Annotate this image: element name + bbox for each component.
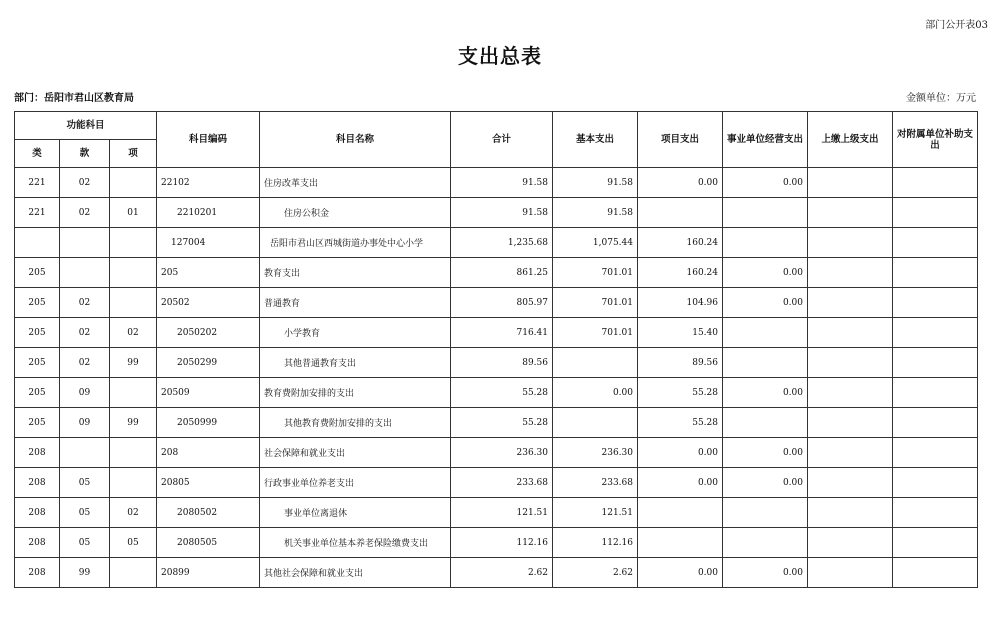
cell-total: 1,235.68: [451, 228, 553, 258]
header-total: 合计: [451, 112, 553, 168]
cell-name: 社会保障和就业支出: [260, 438, 451, 468]
cell-subsidy: [893, 558, 978, 588]
cell-subsidy: [893, 198, 978, 228]
cell-name: 岳阳市君山区西城街道办事处中心小学: [260, 228, 451, 258]
cell-upper: [808, 348, 893, 378]
cell-business: [723, 408, 808, 438]
cell-xiang: [110, 468, 157, 498]
cell-upper: [808, 378, 893, 408]
cell-upper: [808, 558, 893, 588]
cell-business: 0.00: [723, 558, 808, 588]
cell-basic: 236.30: [553, 438, 638, 468]
cell-xiang: 99: [110, 348, 157, 378]
cell-xiang: [110, 168, 157, 198]
table-row: [15, 168, 978, 198]
header-business: 事业单位经营支出: [723, 112, 808, 168]
cell-business: 0.00: [723, 258, 808, 288]
cell-code: 205: [157, 258, 260, 288]
cell-total: 55.28: [451, 408, 553, 438]
table-row: [15, 468, 978, 498]
cell-kuan: 05: [60, 498, 110, 528]
cell-kuan: [60, 228, 110, 258]
cell-basic: [553, 408, 638, 438]
cell-name: 事业单位离退休: [260, 498, 451, 528]
cell-business: [723, 498, 808, 528]
cell-lei: 208: [15, 528, 60, 558]
cell-upper: [808, 288, 893, 318]
cell-lei: 205: [15, 408, 60, 438]
cell-code: 22102: [157, 168, 260, 198]
table-header: [15, 112, 978, 168]
cell-subsidy: [893, 468, 978, 498]
table-row: [15, 348, 978, 378]
cell-upper: [808, 468, 893, 498]
table-row: [15, 318, 978, 348]
cell-subsidy: [893, 258, 978, 288]
department-label: 部门：岳阳市君山区教育局: [14, 93, 134, 104]
cell-subsidy: [893, 348, 978, 378]
cell-name: 教育支出: [260, 258, 451, 288]
cell-total: 233.68: [451, 468, 553, 498]
cell-project: 15.40: [638, 318, 723, 348]
cell-lei: 205: [15, 258, 60, 288]
cell-total: 716.41: [451, 318, 553, 348]
cell-project: 104.96: [638, 288, 723, 318]
cell-lei: 208: [15, 438, 60, 468]
cell-name: 小学教育: [260, 318, 451, 348]
cell-code: 20502: [157, 288, 260, 318]
header-basic: 基本支出: [553, 112, 638, 168]
cell-xiang: [110, 558, 157, 588]
cell-upper: [808, 438, 893, 468]
table-row: [15, 288, 978, 318]
cell-subsidy: [893, 438, 978, 468]
cell-total: 121.51: [451, 498, 553, 528]
cell-name: 住房公积金: [260, 198, 451, 228]
header-lei: 类: [15, 140, 60, 168]
cell-project: [638, 528, 723, 558]
cell-project: 0.00: [638, 558, 723, 588]
cell-kuan: 02: [60, 348, 110, 378]
cell-xiang: 05: [110, 528, 157, 558]
cell-total: 91.58: [451, 168, 553, 198]
page-title: 支出总表: [458, 44, 542, 68]
cell-name: 其他教育费附加安排的支出: [260, 408, 451, 438]
cell-basic: 112.16: [553, 528, 638, 558]
cell-xiang: 01: [110, 198, 157, 228]
cell-basic: 701.01: [553, 288, 638, 318]
cell-name: 其他普通教育支出: [260, 348, 451, 378]
cell-business: [723, 228, 808, 258]
cell-name: 机关事业单位基本养老保险缴费支出: [260, 528, 451, 558]
cell-kuan: 09: [60, 408, 110, 438]
cell-kuan: [60, 258, 110, 288]
cell-project: 0.00: [638, 468, 723, 498]
cell-total: 112.16: [451, 528, 553, 558]
cell-business: [723, 198, 808, 228]
cell-name: 教育费附加安排的支出: [260, 378, 451, 408]
cell-project: [638, 198, 723, 228]
table-row: [15, 378, 978, 408]
cell-name: 其他社会保障和就业支出: [260, 558, 451, 588]
cell-kuan: 05: [60, 468, 110, 498]
cell-code: 2080505: [157, 528, 260, 558]
table-row: [15, 198, 978, 228]
cell-upper: [808, 408, 893, 438]
cell-basic: 701.01: [553, 258, 638, 288]
table-row: [15, 498, 978, 528]
cell-kuan: 09: [60, 378, 110, 408]
header-function-subject: 功能科目: [15, 112, 157, 140]
cell-subsidy: [893, 528, 978, 558]
expenditure-table: [14, 111, 978, 588]
header-xiang: 项: [110, 140, 157, 168]
cell-code: 208: [157, 438, 260, 468]
cell-total: 236.30: [451, 438, 553, 468]
cell-upper: [808, 318, 893, 348]
cell-xiang: [110, 438, 157, 468]
cell-code: 2050999: [157, 408, 260, 438]
cell-business: 0.00: [723, 168, 808, 198]
cell-business: [723, 348, 808, 378]
cell-basic: 121.51: [553, 498, 638, 528]
cell-xiang: [110, 258, 157, 288]
cell-lei: 221: [15, 168, 60, 198]
table-body: [15, 168, 978, 588]
cell-kuan: 05: [60, 528, 110, 558]
cell-subsidy: [893, 378, 978, 408]
cell-business: 0.00: [723, 438, 808, 468]
cell-basic: 91.58: [553, 168, 638, 198]
cell-project: 89.56: [638, 348, 723, 378]
cell-xiang: [110, 378, 157, 408]
cell-code: 2050202: [157, 318, 260, 348]
header-name: 科目名称: [260, 112, 451, 168]
cell-xiang: [110, 228, 157, 258]
cell-project: [638, 498, 723, 528]
cell-project: 0.00: [638, 438, 723, 468]
cell-lei: 205: [15, 348, 60, 378]
cell-lei: 208: [15, 498, 60, 528]
cell-name: 行政事业单位养老支出: [260, 468, 451, 498]
cell-business: [723, 528, 808, 558]
cell-lei: 221: [15, 198, 60, 228]
cell-kuan: [60, 438, 110, 468]
cell-code: 20805: [157, 468, 260, 498]
cell-lei: 208: [15, 558, 60, 588]
cell-project: 0.00: [638, 168, 723, 198]
cell-kuan: 02: [60, 198, 110, 228]
table-row: [15, 258, 978, 288]
cell-code: 20509: [157, 378, 260, 408]
cell-upper: [808, 498, 893, 528]
cell-business: 0.00: [723, 468, 808, 498]
cell-kuan: 02: [60, 168, 110, 198]
table-row: [15, 528, 978, 558]
cell-upper: [808, 228, 893, 258]
cell-basic: 233.68: [553, 468, 638, 498]
cell-upper: [808, 168, 893, 198]
cell-project: 160.24: [638, 258, 723, 288]
cell-name: 普通教育: [260, 288, 451, 318]
cell-project: 55.28: [638, 408, 723, 438]
cell-xiang: 02: [110, 498, 157, 528]
form-number: 部门公开表03: [925, 20, 988, 31]
cell-subsidy: [893, 318, 978, 348]
cell-subsidy: [893, 408, 978, 438]
cell-subsidy: [893, 228, 978, 258]
cell-business: 0.00: [723, 378, 808, 408]
cell-subsidy: [893, 498, 978, 528]
cell-lei: 205: [15, 288, 60, 318]
cell-subsidy: [893, 168, 978, 198]
cell-total: 2.62: [451, 558, 553, 588]
cell-lei: 205: [15, 318, 60, 348]
amount-unit-label: 金额单位：万元: [906, 93, 976, 104]
cell-basic: 701.01: [553, 318, 638, 348]
cell-total: 55.28: [451, 378, 553, 408]
cell-kuan: 02: [60, 288, 110, 318]
table-row: [15, 438, 978, 468]
cell-business: 0.00: [723, 288, 808, 318]
cell-xiang: 02: [110, 318, 157, 348]
cell-project: 160.24: [638, 228, 723, 258]
table-row: [15, 558, 978, 588]
cell-code: 2050299: [157, 348, 260, 378]
cell-upper: [808, 258, 893, 288]
cell-total: 91.58: [451, 198, 553, 228]
cell-name: 住房改革支出: [260, 168, 451, 198]
cell-lei: 205: [15, 378, 60, 408]
cell-kuan: 99: [60, 558, 110, 588]
cell-basic: [553, 348, 638, 378]
cell-code: 2080502: [157, 498, 260, 528]
cell-lei: 208: [15, 468, 60, 498]
cell-upper: [808, 528, 893, 558]
cell-total: 805.97: [451, 288, 553, 318]
cell-project: 55.28: [638, 378, 723, 408]
cell-xiang: 99: [110, 408, 157, 438]
cell-subsidy: [893, 288, 978, 318]
cell-basic: 2.62: [553, 558, 638, 588]
cell-business: [723, 318, 808, 348]
cell-xiang: [110, 288, 157, 318]
cell-basic: 0.00: [553, 378, 638, 408]
header-kuan: 款: [60, 140, 110, 168]
cell-code: 127004: [157, 228, 260, 258]
cell-lei: [15, 228, 60, 258]
cell-code: 2210201: [157, 198, 260, 228]
header-subsidy: 对附属单位补助支出: [893, 112, 978, 168]
header-code: 科目编码: [157, 112, 260, 168]
header-upper: 上缴上级支出: [808, 112, 893, 168]
table-row: [15, 228, 978, 258]
cell-upper: [808, 198, 893, 228]
header-project: 项目支出: [638, 112, 723, 168]
cell-basic: 91.58: [553, 198, 638, 228]
cell-code: 20899: [157, 558, 260, 588]
cell-kuan: 02: [60, 318, 110, 348]
cell-basic: 1,075.44: [553, 228, 638, 258]
cell-total: 89.56: [451, 348, 553, 378]
cell-total: 861.25: [451, 258, 553, 288]
table-row: [15, 408, 978, 438]
